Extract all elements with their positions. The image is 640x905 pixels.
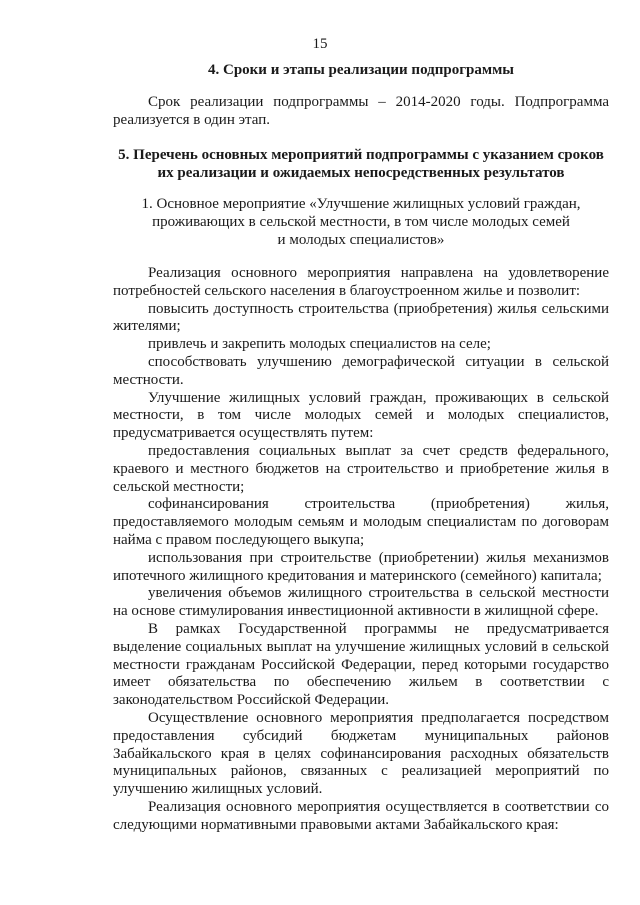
paragraph: Реализация основного мероприятия направлена на удовлетворение потребностей сельского населения в благоустроенном жилье и позволит: [113,265,609,299]
section-5-heading-line-2: их реализации и ожидаемых непосредственных результатов [157,164,565,181]
paragraph: предоставления социальных выплат за счет средств федерального, краевого и местного бюджетов на строительство и приобретение жилья в сельской местности; [113,442,609,495]
main-measure-line-1: 1. Основное мероприятие «Улучшение жилищных условий граждан, [141,196,581,212]
body-text [113,265,609,835]
paragraph: способствовать улучшению демографической ситуации в сельской местности. [113,353,609,388]
paragraph: использования при строительстве (приобретении) жилья механизмов ипотечного жилищного кредитования и материнского (семейного) капитала; [113,549,609,584]
page-number: 15 [312,36,328,52]
paragraph: повысить доступность строительства (приобретения) жилья сельскими жителями; [113,300,609,335]
paragraph: софинансирования строительства (приобретения) жилья, предоставляемого молодым семьям и молодым специалистам по договорам найма с правом последующего выкупа; [113,496,609,548]
paragraph: привлечь и закрепить молодых специалистов на селе; [148,336,491,353]
paragraph: Реализация основного мероприятия осуществляется в соответствии со следующими нормативными правовыми актами Забайкальского края: [113,798,609,833]
section-5-heading [113,147,609,183]
section-4-heading: 4. Сроки и этапы реализации подпрограммы [207,62,515,78]
paragraph: В рамках Государственной программы не предусматривается выделение социальных выплат на улучшение жилищных условий в сельской местности гражданам Российской Федерации, перед которыми государство имеет обязательства по обеспечению жильем в соответствии с законодательством Российской Федерации. [113,620,609,709]
main-measure-line-3: и молодых специалистов» [277,231,445,248]
main-measure-line-2: проживающих в сельской местности, в том числе молодых семей [152,213,570,230]
section-5-heading-line-1: 5. Перечень основных мероприятий подпрограммы с указанием сроков [118,147,604,163]
paragraph: увеличения объемов жилищного строительства в сельской местности на основе стимулирования инвестиционной активности в жилищной сфере. [113,585,609,620]
section-4-text: Срок реализации подпрограммы – 2014-2020 годы. Подпрограмма реализуется в один этап. [113,94,609,128]
paragraph: Улучшение жилищных условий граждан, проживающих в сельской местности, в том числе молодых семей и молодых специалистов, предусматривается осуществлять путем: [113,389,609,442]
paragraph: Осуществление основного мероприятия предполагается посредством предоставления субсидий бюджетам муниципальных районов Забайкальского края в целях софинансирования расходных обязательств муниципальных районов, связанных с реализацией мероприятий по улучшению жилищных условий. [113,709,609,798]
main-measure-title [113,196,609,249]
